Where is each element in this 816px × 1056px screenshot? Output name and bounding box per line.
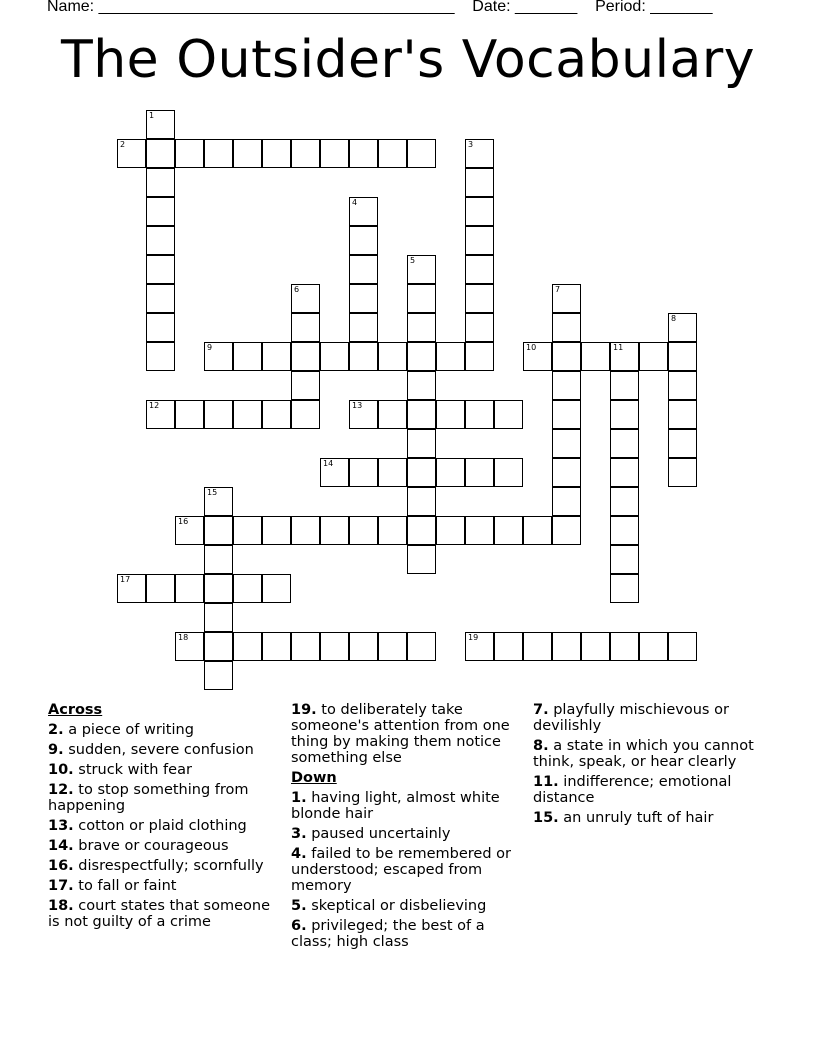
crossword-cell[interactable] — [668, 371, 697, 400]
crossword-cell[interactable] — [552, 284, 581, 313]
crossword-cell[interactable] — [552, 371, 581, 400]
clue-number: 4 — [352, 198, 358, 207]
crossword-cell[interactable] — [291, 342, 320, 371]
clue-number: 14 — [323, 459, 334, 468]
crossword-cell[interactable] — [610, 545, 639, 574]
crossword-cell[interactable] — [146, 110, 175, 139]
crossword-cell[interactable] — [349, 458, 378, 487]
clue-across-14: 14. brave or courageous — [48, 838, 229, 854]
crossword-cell[interactable] — [668, 429, 697, 458]
crossword-cell[interactable] — [262, 139, 291, 168]
clue-down-11: 11. indifference; emotional distance — [533, 774, 732, 806]
clue-number: 13 — [352, 401, 363, 410]
crossword-cell[interactable] — [436, 342, 465, 371]
clue-number: 12 — [149, 401, 160, 410]
crossword-cell[interactable] — [552, 458, 581, 487]
crossword-cell[interactable] — [233, 139, 262, 168]
crossword-cell[interactable] — [204, 342, 233, 371]
clue-number: 1 — [149, 111, 155, 120]
clue-across-18: 18. court states that someone is not guilty of a crime — [48, 898, 270, 930]
crossword-cell[interactable] — [523, 632, 552, 661]
crossword-cell[interactable] — [349, 226, 378, 255]
crossword-cell[interactable] — [378, 458, 407, 487]
crossword-cell[interactable] — [465, 226, 494, 255]
crossword-cell[interactable] — [407, 139, 436, 168]
crossword-cell[interactable] — [610, 487, 639, 516]
crossword-cell[interactable] — [552, 487, 581, 516]
crossword-cell[interactable] — [465, 516, 494, 545]
crossword-cell[interactable] — [262, 574, 291, 603]
crossword-cell[interactable] — [668, 400, 697, 429]
crossword-cell[interactable] — [465, 632, 494, 661]
crossword-cell[interactable] — [668, 342, 697, 371]
clue-down-6: 6. privileged; the best of a class; high class — [291, 918, 485, 950]
clue-number: 5 — [410, 256, 416, 265]
clue-number: 15 — [207, 488, 218, 497]
clue-number: 8 — [671, 314, 677, 323]
clue-down-4: 4. failed to be remembered or understood; escaped from memory — [291, 846, 511, 894]
crossword-cell[interactable] — [639, 632, 668, 661]
crossword-cell[interactable] — [552, 632, 581, 661]
crossword-cell[interactable] — [407, 632, 436, 661]
crossword-cell[interactable] — [175, 516, 204, 545]
crossword-cell[interactable] — [610, 371, 639, 400]
clue-down-3: 3. paused uncertainly — [291, 826, 451, 842]
crossword-cell[interactable] — [465, 139, 494, 168]
crossword-cell[interactable] — [291, 371, 320, 400]
crossword-cell[interactable] — [349, 516, 378, 545]
clue-number: 2 — [120, 140, 126, 149]
crossword-cell[interactable] — [175, 400, 204, 429]
clue-number: 9 — [207, 343, 213, 352]
crossword-cell[interactable] — [523, 342, 552, 371]
crossword-cell[interactable] — [117, 574, 146, 603]
crossword-cell[interactable] — [175, 574, 204, 603]
clue-across-9: 9. sudden, severe confusion — [48, 742, 254, 758]
crossword-cell[interactable] — [465, 168, 494, 197]
crossword-cell[interactable] — [262, 632, 291, 661]
crossword-cell[interactable] — [291, 313, 320, 342]
crossword-cell[interactable] — [494, 458, 523, 487]
clue-down-7: 7. playfully mischievous or devilishly — [533, 702, 729, 734]
crossword-cell[interactable] — [378, 632, 407, 661]
crossword-cell[interactable] — [233, 632, 262, 661]
across-heading: Across — [48, 702, 103, 718]
crossword-cell[interactable] — [552, 313, 581, 342]
crossword-cell[interactable] — [436, 400, 465, 429]
crossword-cell[interactable] — [407, 400, 436, 429]
crossword-cell[interactable] — [407, 342, 436, 371]
clue-column-2 — [291, 702, 521, 954]
crossword-cell[interactable] — [233, 516, 262, 545]
crossword-cell[interactable] — [262, 400, 291, 429]
crossword-cell[interactable] — [407, 458, 436, 487]
crossword-cell[interactable] — [668, 313, 697, 342]
crossword-cell[interactable] — [668, 632, 697, 661]
crossword-cell[interactable] — [204, 545, 233, 574]
crossword-cell[interactable] — [204, 400, 233, 429]
crossword-cell[interactable] — [146, 255, 175, 284]
crossword-cell[interactable] — [465, 400, 494, 429]
crossword-cell[interactable] — [581, 342, 610, 371]
crossword-cell[interactable] — [175, 632, 204, 661]
period-blank[interactable]: _______ — [650, 0, 713, 15]
crossword-cell[interactable] — [146, 168, 175, 197]
crossword-cell[interactable] — [378, 400, 407, 429]
crossword-cell[interactable] — [349, 342, 378, 371]
crossword-cell[interactable] — [552, 342, 581, 371]
crossword-cell[interactable] — [233, 342, 262, 371]
crossword-cell[interactable] — [146, 139, 175, 168]
clue-down-5: 5. skeptical or disbelieving — [291, 898, 487, 914]
crossword-cell[interactable] — [291, 400, 320, 429]
crossword-cell[interactable] — [204, 139, 233, 168]
crossword-cell[interactable] — [204, 487, 233, 516]
crossword-cell[interactable] — [407, 255, 436, 284]
crossword-cell[interactable] — [233, 574, 262, 603]
clue-number: 19 — [468, 633, 479, 642]
crossword-cell[interactable] — [320, 458, 349, 487]
crossword-cell[interactable] — [436, 458, 465, 487]
crossword-cell[interactable] — [465, 197, 494, 226]
clue-across-19: 19. to deliberately take someone's attention from one thing by making them notice something else — [291, 702, 510, 766]
crossword-cell[interactable] — [204, 574, 233, 603]
crossword-cell[interactable] — [407, 545, 436, 574]
crossword-cell[interactable] — [175, 139, 204, 168]
crossword-cell[interactable] — [146, 342, 175, 371]
crossword-cell[interactable] — [204, 632, 233, 661]
page-title: The Outsider's Vocabulary — [60, 30, 756, 90]
clue-number: 16 — [178, 517, 189, 526]
crossword-cell[interactable] — [349, 313, 378, 342]
clue-number: 11 — [613, 343, 624, 352]
crossword-cell[interactable] — [668, 458, 697, 487]
clue-number: 3 — [468, 140, 474, 149]
crossword-cell[interactable] — [407, 487, 436, 516]
name-blank[interactable]: ________________________________________ — [98, 0, 455, 15]
crossword-cell[interactable] — [378, 139, 407, 168]
clue-column-1 — [48, 702, 278, 934]
crossword-cell[interactable] — [552, 516, 581, 545]
crossword-cell[interactable] — [378, 516, 407, 545]
crossword-cell[interactable] — [639, 342, 668, 371]
crossword-cell[interactable] — [610, 458, 639, 487]
crossword-cell[interactable] — [407, 371, 436, 400]
crossword-cell[interactable] — [204, 516, 233, 545]
crossword-cell[interactable] — [146, 226, 175, 255]
crossword-cell[interactable] — [407, 516, 436, 545]
crossword-cell[interactable] — [465, 342, 494, 371]
crossword-cell[interactable] — [349, 255, 378, 284]
crossword-cell[interactable] — [146, 197, 175, 226]
crossword-cell[interactable] — [610, 400, 639, 429]
crossword-cell[interactable] — [465, 284, 494, 313]
crossword-cell[interactable] — [494, 516, 523, 545]
crossword-cell[interactable] — [262, 516, 291, 545]
crossword-cell[interactable] — [320, 139, 349, 168]
crossword-cell[interactable] — [407, 284, 436, 313]
clue-across-2: 2. a piece of writing — [48, 722, 194, 738]
clue-down-8: 8. a state in which you cannot think, speak, or hear clearly — [533, 738, 754, 770]
crossword-cell[interactable] — [320, 516, 349, 545]
crossword-cell[interactable] — [494, 632, 523, 661]
crossword-cell[interactable] — [291, 284, 320, 313]
crossword-cell[interactable] — [465, 458, 494, 487]
crossword-cell[interactable] — [349, 139, 378, 168]
clue-down-15: 15. an unruly tuft of hair — [533, 810, 714, 826]
crossword-cell[interactable] — [146, 574, 175, 603]
crossword-cell[interactable] — [349, 400, 378, 429]
crossword-cell[interactable] — [610, 342, 639, 371]
clue-down-1: 1. having light, almost white blonde hair — [291, 790, 500, 822]
crossword-cell[interactable] — [494, 400, 523, 429]
down-heading: Down — [291, 770, 337, 786]
period-label: Period: — [595, 0, 646, 15]
crossword-cell[interactable] — [204, 603, 233, 632]
crossword-cell[interactable] — [291, 139, 320, 168]
crossword-cell[interactable] — [146, 313, 175, 342]
crossword-cell[interactable] — [407, 429, 436, 458]
crossword-cell[interactable] — [581, 632, 610, 661]
clue-across-13: 13. cotton or plaid clothing — [48, 818, 247, 834]
date-label: Date: — [472, 0, 511, 15]
crossword-cell[interactable] — [465, 313, 494, 342]
clue-across-17: 17. to fall or faint — [48, 878, 177, 894]
crossword-cell[interactable] — [552, 400, 581, 429]
crossword-cell[interactable] — [117, 139, 146, 168]
crossword-cell[interactable] — [291, 632, 320, 661]
crossword-cell[interactable] — [610, 632, 639, 661]
clue-column-3 — [533, 702, 768, 830]
crossword-cell[interactable] — [378, 342, 407, 371]
clue-number: 17 — [120, 575, 131, 584]
clue-number: 7 — [555, 285, 561, 294]
crossword-cell[interactable] — [262, 342, 291, 371]
crossword-cell[interactable] — [204, 661, 233, 690]
crossword-cell[interactable] — [146, 284, 175, 313]
crossword-cell[interactable] — [610, 516, 639, 545]
clue-number: 6 — [294, 285, 300, 294]
name-label: Name: — [47, 0, 95, 15]
clue-across-16: 16. disrespectfully; scornfully — [48, 858, 264, 874]
crossword-cell[interactable] — [320, 342, 349, 371]
crossword-cell[interactable] — [610, 574, 639, 603]
crossword-cell[interactable] — [349, 632, 378, 661]
crossword-cell[interactable] — [523, 516, 552, 545]
crossword-cell[interactable] — [349, 197, 378, 226]
crossword-cell[interactable] — [291, 516, 320, 545]
crossword-cell[interactable] — [436, 516, 465, 545]
date-blank[interactable]: _______ — [515, 0, 578, 15]
crossword-cell[interactable] — [407, 313, 436, 342]
clue-number: 18 — [178, 633, 189, 642]
clue-across-12: 12. to stop something from happening — [48, 782, 249, 814]
crossword-cell[interactable] — [320, 632, 349, 661]
crossword-cell[interactable] — [233, 400, 262, 429]
crossword-cell[interactable] — [465, 255, 494, 284]
clue-across-10: 10. struck with fear — [48, 762, 192, 778]
crossword-cell[interactable] — [146, 400, 175, 429]
crossword-cell[interactable] — [349, 284, 378, 313]
crossword-cell[interactable] — [610, 429, 639, 458]
crossword-cell[interactable] — [552, 429, 581, 458]
clue-number: 10 — [526, 343, 537, 352]
